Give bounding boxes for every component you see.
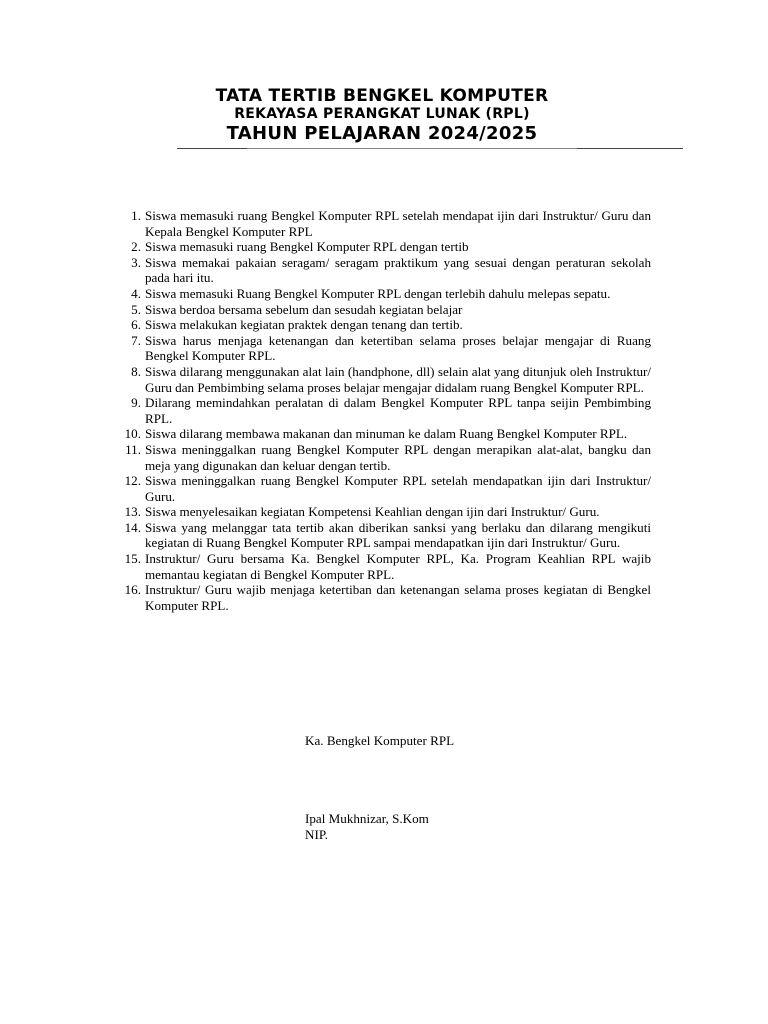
rule-number: 6.: [131, 317, 141, 333]
rule-text: Instruktur/ Guru wajib menjaga ketertiban dan ketenangan selama proses kegiatan di Bengkel Komputer RPL.: [145, 582, 651, 613]
signatory-title: Ka. Bengkel Komputer RPL: [305, 733, 455, 748]
rule-text: Siswa memasuki ruang Bengkel Komputer RPL setelah mendapat ijin dari Instruktur/ Guru dan Kepala Bengkel Komputer RPL: [145, 208, 651, 239]
rule-text: Siswa yang melanggar tata tertib akan diberikan sanksi yang berlaku dan dilarang mengikuti kegiatan di Ruang Bengkel Komputer RPL sampai mendapatkan ijin dari Instruktur/ Guru.: [145, 519, 651, 551]
rule-text: Siswa meninggalkan ruang Bengkel Komputer RPL dengan merapikan alat-alat, bangku dan meja yang digunakan dan keluar dengan tertib.: [145, 441, 651, 473]
rule-text: Siswa dilarang menggunakan alat lain (handphone, dll) selain alat yang ditunjuk oleh Instruktur/ Guru dan Pembimbing selama proses belajar mengajar didalam ruang Bengkel Komputer RPL.: [145, 363, 651, 395]
rule-item: [117, 302, 651, 318]
document-title: TATA TERTIB BENGKEL KOMPUTER: [215, 86, 549, 106]
rule-text: Siswa memasuki Ruang Bengkel Komputer RPL dengan terlebih dahulu melepas sepatu.: [145, 285, 611, 301]
rule-number: 1.: [131, 208, 141, 223]
header-divider: [177, 148, 247, 149]
rule-item: [117, 317, 651, 333]
rule-number: 8.: [131, 363, 141, 379]
rule-number: 9.: [131, 395, 141, 411]
rule-item: [117, 551, 651, 582]
rule-item: [117, 395, 651, 426]
rule-item: [117, 504, 651, 520]
signatory-name: Ipal Mukhnizar, S.Kom: [305, 811, 429, 826]
rule-text: Siswa berdoa bersama sebelum dan sesudah kegiatan belajar: [145, 301, 463, 317]
rule-text: Siswa menyelesaikan kegiatan Kompetensi Keahlian dengan ijin dari Instruktur/ Guru.: [145, 504, 600, 520]
rule-number: 15.: [124, 551, 141, 567]
rule-item: [117, 473, 651, 504]
rule-text: Instruktur/ Guru bersama Ka. Bengkel Komputer RPL, Ka. Program Keahlian RPL wajib memantau kegiatan di Bengkel Komputer RPL.: [145, 551, 651, 582]
header-divider: [247, 148, 577, 149]
academic-year: TAHUN PELAJARAN 2024/2025: [226, 123, 538, 144]
rule-text: Siswa dilarang membawa makanan dan minuman ke dalam Ruang Bengkel Komputer RPL.: [145, 426, 628, 442]
rule-number: 14.: [124, 519, 141, 535]
header-divider: [577, 148, 683, 149]
rule-number: 13.: [124, 504, 141, 520]
rule-item: [117, 364, 651, 395]
rule-number: 11.: [125, 441, 141, 457]
rule-item: [117, 426, 651, 442]
rule-number: 10.: [124, 426, 141, 442]
rule-item: [117, 239, 651, 255]
rule-number: 3.: [131, 254, 141, 270]
rule-number: 4.: [131, 285, 141, 301]
document-subtitle: REKAYASA PERANGKAT LUNAK (RPL): [234, 106, 530, 122]
rules-list: [117, 208, 651, 613]
rule-text: Siswa melakukan kegiatan praktek dengan tenang dan tertib.: [145, 317, 463, 333]
rule-item: [117, 255, 651, 286]
rule-text: Siswa memasuki ruang Bengkel Komputer RPL dengan tertib: [145, 239, 469, 255]
rule-item: [117, 442, 651, 473]
rule-item: [117, 208, 651, 239]
rule-item: [117, 333, 651, 364]
rule-number: 7.: [131, 332, 141, 348]
signatory-nip: NIP.: [305, 827, 328, 842]
rule-text: Siswa memakai pakaian seragam/ seragam praktikum yang sesuai dengan peraturan sekolah pada hari itu.: [145, 254, 651, 286]
rule-text: Siswa harus menjaga ketenangan dan ketertiban selama proses belajar mengajar di Ruang Bengkel Komputer RPL.: [145, 332, 651, 364]
rule-number: 5.: [131, 301, 141, 317]
rule-number: 12.: [124, 473, 141, 489]
rule-number: 16.: [124, 582, 141, 598]
rule-text: Siswa meninggalkan ruang Bengkel Komputer RPL setelah mendapatkan ijin dari Instruktur/ Guru.: [145, 473, 651, 504]
rule-text: Dilarang memindahkan peralatan di dalam Bengkel Komputer RPL tanpa seijin Pembimbing RPL.: [145, 395, 651, 426]
rule-number: 2.: [131, 239, 141, 255]
rule-item: [117, 286, 651, 302]
document-header: [0, 86, 768, 145]
rule-item: [117, 520, 651, 551]
rule-item: [117, 582, 651, 613]
